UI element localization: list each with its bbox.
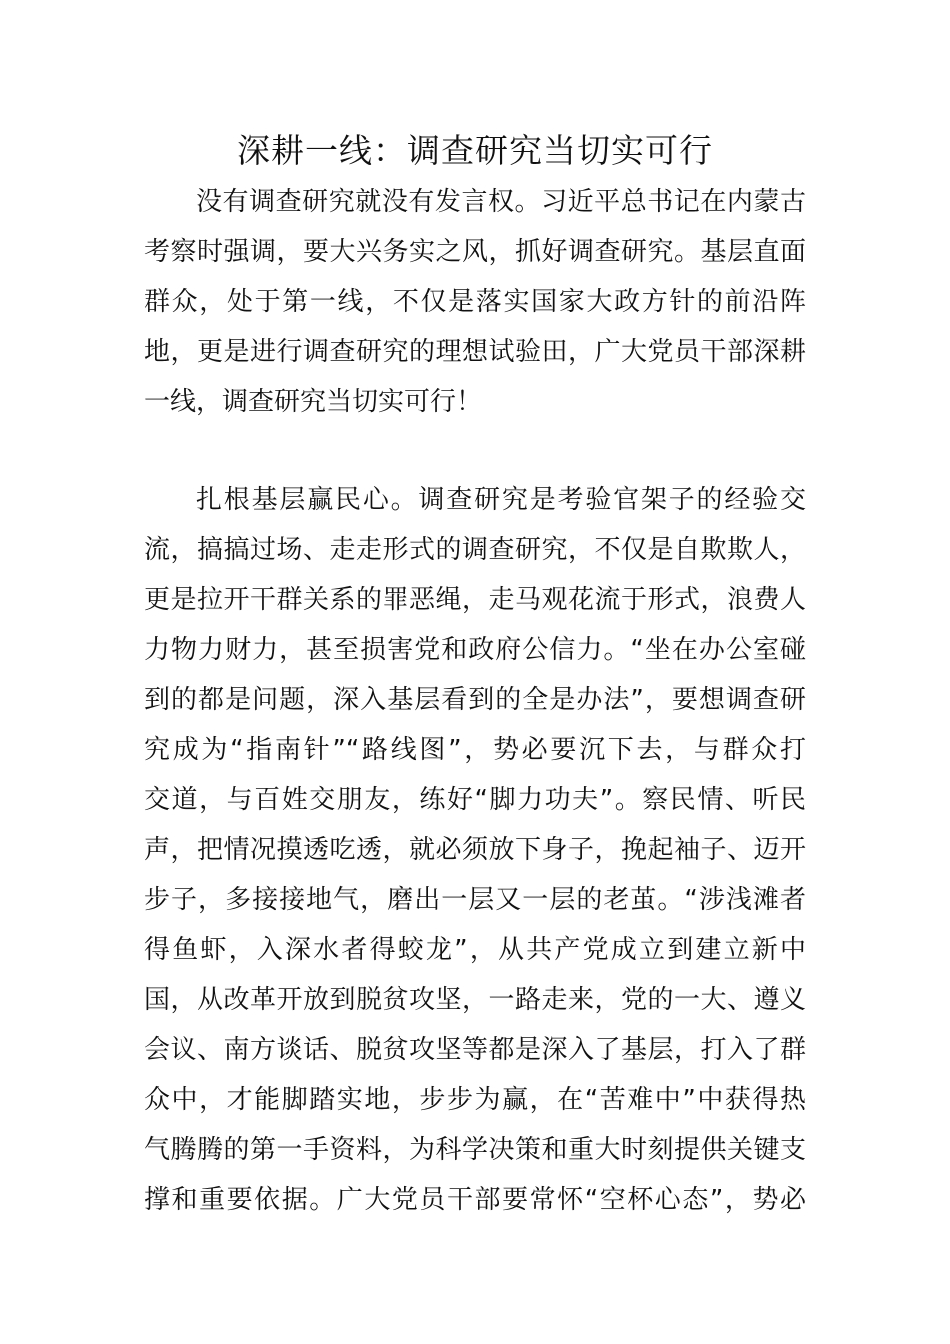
paragraph-line: 力物力财力，甚至损害党和政府公信力。“坐在办公室碰 [144,635,806,665]
paragraph-line: 众中，才能脚踏实地，步步为赢，在“苦难中”中获得热 [144,1085,806,1115]
paragraph-line: 考察时强调，要大兴务实之风，抓好调查研究。基层直面 [144,237,806,267]
paragraph-line: 地，更是进行调查研究的理想试验田，广大党员干部深耕 [144,337,806,367]
paragraph-line: 气腾腾的第一手资料，为科学决策和重大时刻提供关键支 [144,1135,806,1165]
paragraph-line: 流，搞搞过场、走走形式的调查研究，不仅是自欺欺人， [144,535,806,565]
paragraph-line: 到的都是问题，深入基层看到的全是办法”，要想调查研 [144,685,806,715]
document-title: 深耕一线：调查研究当切实可行 [237,131,713,170]
paragraph-line: 更是拉开干群关系的罪恶绳，走马观花流于形式，浪费人 [144,585,806,615]
paragraph-line: 国，从改革开放到脱贫攻坚，一路走来，党的一大、遵义 [144,985,806,1015]
paragraph-line: 声，把情况摸透吃透，就必须放下身子，挽起袖子、迈开 [144,835,806,865]
paragraph-line: 扎根基层赢民心。调查研究是考验官架子的经验交 [196,485,806,515]
paragraph-line: 步子，多接接地气，磨出一层又一层的老茧。“涉浅滩者 [144,885,806,915]
paragraph-line: 交道，与百姓交朋友，练好“脚力功夫”。察民情、听民 [144,785,806,815]
paragraph-line: 没有调查研究就没有发言权。习近平总书记在内蒙古 [196,187,806,217]
paragraph-line: 群众，处于第一线，不仅是落实国家大政方针的前沿阵 [144,287,806,317]
paragraph-line: 一线，调查研究当切实可行！ [144,387,483,417]
paragraph-line: 究成为“指南针”“路线图”，势必要沉下去，与群众打 [144,735,806,765]
paragraph-line: 会议、南方谈话、脱贫攻坚等都是深入了基层，打入了群 [144,1035,806,1065]
paragraph-line: 得鱼虾，入深水者得蛟龙”，从共产党成立到建立新中 [144,935,806,965]
paragraph-line: 撑和重要依据。广大党员干部要常怀“空杯心态”，势必 [144,1185,806,1215]
